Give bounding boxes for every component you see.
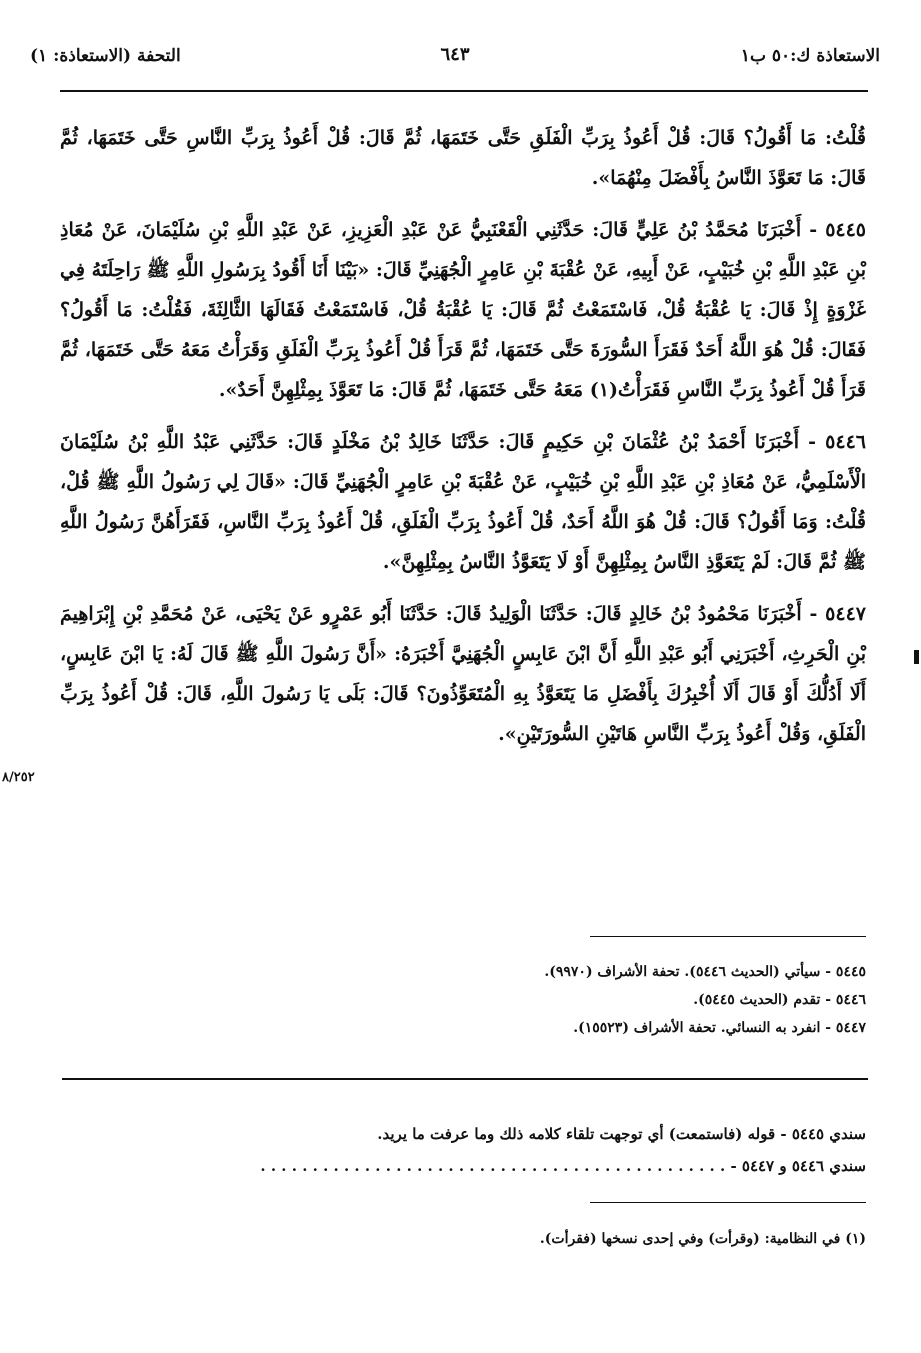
hadith-text: - أَخْبَرَنَا أَحْمَدُ بْنُ عُثْمَانَ بْنِ حَكِيمٍ قَالَ: حَدَّثَنَا خَالِدُ بْنُ مَخْلَدٍ قَالَ: حَدَّثَنِي عَبْدُ اللَّهِ بْنُ سُلَيْمَانَ الْأَسْلَمِيُّ، عَنْ مُعَاذِ بْنِ عَبْدِ اللَّهِ بْنِ خُبَيْبٍ، عَنْ عُقْبَةَ بْنِ عَامِرٍ الْجُهَنِيِّ قَالَ: «قَالَ لِي رَسُولُ اللَّهِ ﷺ قُلْ، قُلْتُ: وَمَا أَقُولُ؟ قَالَ: قُلْ هُوَ اللَّهُ أَحَدٌ، قُلْ أَعُوذُ بِرَبِّ الْفَلَقِ، قُلْ أَعُوذُ بِرَبِّ النَّاسِ، فَقَرَأَهُنَّ رَسُولُ اللَّهِ ﷺ ثُمَّ قَالَ: لَمْ يَتَعَوَّذِ النَّاسُ بِمِثْلِهِنَّ أَوْ لَا يَتَعَوَّذُ النَّاسُ بِمِثْلِهِنَّ». <box>60 431 866 573</box>
paragraph-continuation: قُلْتُ: مَا أَقُولُ؟ قَالَ: قُلْ أَعُوذُ بِرَبِّ الْفَلَقِ حَتَّى خَتَمَهَا، ثُمَّ قَالَ: قُلْ أَعُوذُ بِرَبِّ النَّاسِ حَتَّى خَتَمَهَا، ثُمَّ قَالَ: مَا تَعَوَّذَ النَّاسُ بِأَفْضَلَ مِنْهُمَا». <box>60 127 866 189</box>
footnote-divider <box>590 1202 866 1203</box>
hadith-5447 <box>60 594 866 754</box>
references-divider <box>590 936 866 937</box>
hadith-5446 <box>60 422 866 582</box>
hadith-number: ٥٤٤٦ <box>825 431 866 453</box>
main-text <box>60 118 866 766</box>
footnote: (١) في النظامية: (وقرأت) وفي إحدى نسخها (فقرأت). <box>539 1231 866 1247</box>
header-book-label: التحفة (الاستعاذة: ١) <box>30 46 181 66</box>
reference-item: ٥٤٤٦ - تقدم (الحديث ٥٤٤٥). <box>693 992 866 1008</box>
margin-reference: ٨/٢٥٢ <box>2 770 35 785</box>
edge-mark <box>914 650 919 664</box>
running-header <box>30 38 880 78</box>
references-list <box>60 958 866 1042</box>
sindi-note-5446-5447 <box>60 1150 866 1182</box>
hadith-text: - أَخْبَرَنَا مَحْمُودُ بْنُ خَالِدٍ قَالَ: حَدَّثَنَا الْوَلِيدُ قَالَ: حَدَّثَنَا أَبُو عَمْرٍو عَنْ يَحْيَى، عَنْ مُحَمَّدِ بْنِ إِبْرَاهِيمَ بْنِ الْحَرِثِ، أَخْبَرَنِي أَبُو عَبْدِ اللَّهِ أَنَّ ابْنَ عَابِسٍ الْجُهَنِيَّ أَخْبَرَهُ: «أَنَّ رَسُولَ اللَّهِ ﷺ قَالَ لَهُ: يَا ابْنَ عَابِسٍ، أَلَا أَدُلُّكَ أَوْ قَالَ أَلَا أُخْبِرُكَ بِأَفْضَلِ مَا يَتَعَوَّذُ بِهِ الْمُتَعَوِّذُونَ؟ قَالَ: بَلَى يَا رَسُولَ اللَّهِ، قَالَ: قُلْ أَعُوذُ بِرَبِّ الْفَلَقِ، وَقُلْ أَعُوذُ بِرَبِّ النَّاسِ هَاتَيْنِ السُّورَتَيْنِ». <box>60 603 866 745</box>
hadith-5445 <box>60 210 866 410</box>
reference-item: ٥٤٤٧ - انفرد به النسائي. تحفة الأشراف (١٥٥٢٣). <box>573 1020 866 1036</box>
header-section-label: الاستعاذة ك:٥٠ ب١ <box>740 46 880 66</box>
sindi-note-5445: سندي ٥٤٤٥ - قوله (فاستمعت) أي توجهت تلقاء كلامه ذلك وما عرفت ما يريد. <box>377 1125 866 1143</box>
reference-item: ٥٤٤٥ - سيأتي (الحديث ٥٤٤٦). تحفة الأشراف (٩٩٧٠). <box>544 964 866 980</box>
hadith-number: ٥٤٤٧ <box>825 603 866 625</box>
header-divider <box>60 90 868 92</box>
hadith-number: ٥٤٤٥ <box>825 219 867 241</box>
sindi-dots: . . . . . . . . . . . . . . . . . . . . . . . . . . . . . . . . . . . . . . . . . . . . . <box>260 1157 726 1175</box>
sindi-label: سندي ٥٤٤٦ و ٥٤٤٧ - <box>730 1157 866 1175</box>
hadith-text: - أَخْبَرَنَا مُحَمَّدُ بْنُ عَلِيٍّ قَالَ: حَدَّثَنِي الْقَعْنَبِيُّ عَنْ عَبْدِ الْعَزِيزِ، عَنْ عَبْدِ اللَّهِ بْنِ سُلَيْمَانَ، عَنْ مُعَاذِ بْنِ عَبْدِ اللَّهِ بْنِ خُبَيْبٍ، عَنْ أَبِيهِ، عَنْ عُقْبَةَ بْنِ عَامِرٍ الْجُهَنِيِّ قَالَ: «بَيْنَا أَنَا أَقُودُ بِرَسُولِ اللَّهِ ﷺ رَاحِلَتَهُ فِي غَزْوَةٍ إِذْ قَالَ: يَا عُقْبَةُ قُلْ، فَاسْتَمَعْتُ ثُمَّ قَالَ: يَا عُقْبَةُ قُلْ، فَاسْتَمَعْتُ فَقَالَهَا الثَّالِثَةَ، فَقُلْتُ: مَا أَقُولُ؟ فَقَالَ: قُلْ هُوَ اللَّهُ أَحَدٌ فَقَرَأَ السُّورَةَ حَتَّى خَتَمَهَا، ثُمَّ قَرَأَ قُلْ أَعُوذُ بِرَبِّ الْفَلَقِ وَقَرَأْتُ مَعَهُ حَتَّى خَتَمَهَا، ثُمَّ قَرَأَ قُلْ أَعُوذُ بِرَبِّ النَّاسِ فَقَرَأْتُ(١) مَعَهُ حَتَّى خَتَمَهَا، ثُمَّ قَالَ: مَا تَعَوَّذَ بِمِثْلِهِنَّ أَحَدٌ». <box>60 219 866 401</box>
sindi-commentary <box>60 1118 866 1182</box>
commentary-divider <box>62 1078 868 1080</box>
page-number: ٦٤٣ <box>440 44 470 65</box>
